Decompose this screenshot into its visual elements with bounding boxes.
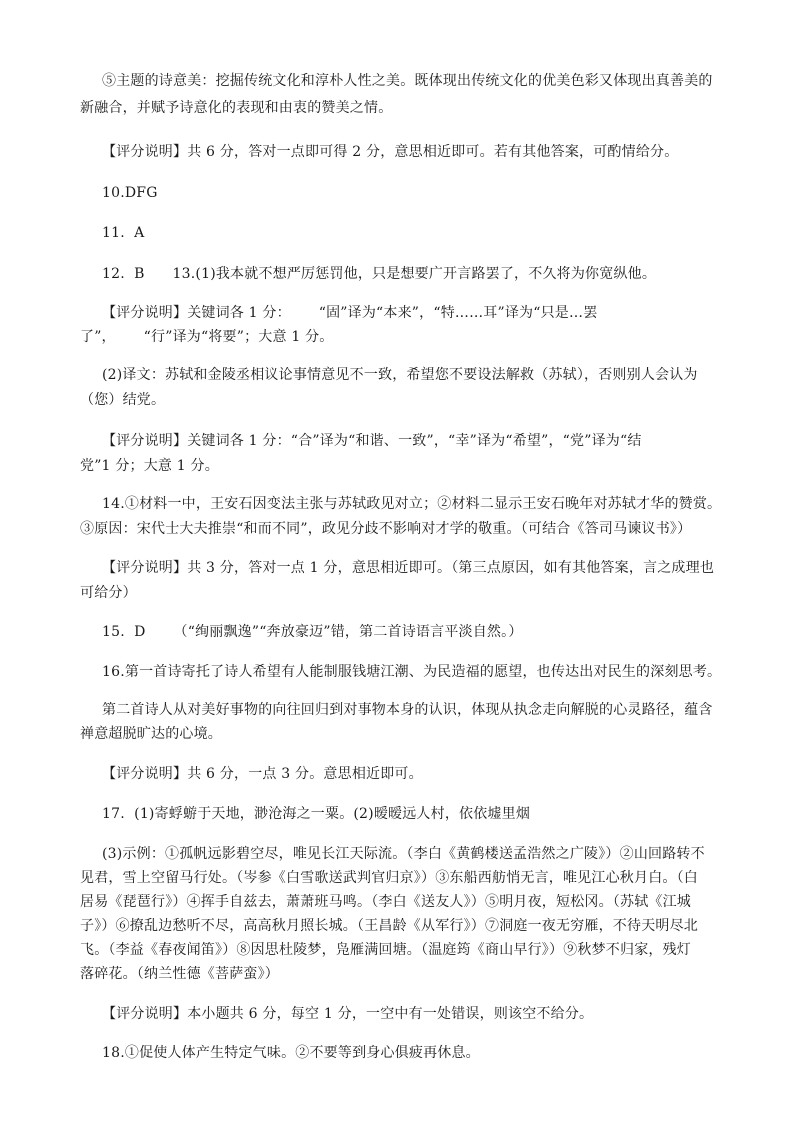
- answer-10: 10.DFG: [102, 185, 158, 201]
- answer-14: 14.①材料一中，王安石因变法主张与苏轼政见对立；②材料二显示王安石晚年对苏轼才华的赞赏。: [102, 496, 722, 512]
- text-line: ⑤主题的诗意美：挖掘传统文化和淳朴人性之美。既体现出传统文化的优美色彩又体现出真善美的: [102, 73, 713, 89]
- text-line: 落碎花。（纳兰性德《菩萨蛮》）: [80, 966, 279, 982]
- text-line: 了”， “行”译为“将要”；大意 1 分。: [80, 329, 334, 345]
- text-line: （您）结党。: [80, 392, 166, 408]
- text-line: ③原因：宋代士大夫推崇“和而不同”，政见分歧不影响对才学的敬重。（可结合《答司马谏议书》）: [80, 521, 692, 537]
- text-line: (3)示例：①孤帆远影碧空尽，唯见长江天际流。（李白《黄鹤楼送孟浩然之广陵》）②山回路转不: [102, 846, 705, 862]
- text-line: 第二首诗人从对美好事物的向往回归到对事物本身的认识，体现从执念走向解脱的心灵路径，蕴含: [102, 702, 713, 718]
- answer-11: 11. A: [102, 225, 145, 241]
- answer-15: 15. D （“绚丽飘逸”“奔放豪迈”错，第二首诗语言平淡自然。）: [102, 624, 523, 640]
- text-line: 子》）⑥撩乱边愁听不尽，高高秋月照长城。（王昌龄《从军行》）⑦洞庭一夜无穷雁，不待天明尽北: [80, 918, 698, 934]
- text-line: 见君，雪上空留马行处。（岑参《白雪歌送武判官归京》）③东船西舫悄无言，唯见江心秋月白。（白: [80, 870, 698, 886]
- scoring-note: 【评分说明】本小题共 6 分，每空 1 分，一空中有一处错误，则该空不给分。: [102, 1006, 594, 1022]
- text-line: 禅意超脱旷达的心境。: [80, 726, 222, 742]
- translation-line: (2)译文：苏轼和金陵丞相议论事情意见不一致，希望您不要设法解救（苏轼），否则别人会认为: [102, 367, 698, 383]
- text-line: 可给分）: [80, 585, 137, 601]
- scoring-note: 【评分说明】共 6 分，一点 3 分。意思相近即可。: [102, 766, 423, 782]
- answer-16: 16.第一首诗寄托了诗人希望有人能制服钱塘江潮、为民造福的愿望，也传达出对民生的深刻思考。: [102, 664, 722, 680]
- scoring-note: 【评分说明】共 3 分，答对一点 1 分，意思相近即可。（第三点原因，如有其他答案，言之成理也: [102, 560, 715, 576]
- answer-18: 18.①促使人体产生特定气味。②不要等到身心俱疲再休息。: [102, 1045, 480, 1061]
- text-line: 飞。（李益《春夜闻笛》）⑧因思杜陵梦，凫雁满回塘。（温庭筠《商山早行》）⑨秋梦不归家，残灯: [80, 942, 691, 958]
- text-line: 居易《琵琶行》）④挥手自兹去，萧萧班马鸣。（李白《送友人》）⑤明月夜，短松冈。（苏轼《江城: [80, 894, 691, 910]
- scoring-note: 【评分说明】关键词各 1 分：“合”译为“和谐、一致”，“幸”译为“希望”，“党”译为“结: [102, 433, 642, 449]
- answer-17: 17. (1)寄蜉蝣于天地，渺沧海之一粟。(2)暧暧远人村，依依墟里烟: [102, 806, 531, 822]
- answer-12-13: 12. B 13.(1)我本就不想严厉惩罚他，只是想要广开言路罢了，不久将为你宽纵他。: [102, 266, 657, 282]
- scoring-note: 【评分说明】共 6 分，答对一点即可得 2 分，意思相近即可。若有其他答案，可酌情给分。: [102, 144, 679, 160]
- text-line: 新融合，并赋予诗意化的表现和由衷的赞美之情。: [80, 100, 393, 116]
- text-line: 党”1 分；大意 1 分。: [80, 458, 219, 474]
- scoring-note: 【评分说明】关键词各 1 分： “固”译为“本来”，“特……耳”译为“只是…罢: [102, 305, 598, 321]
